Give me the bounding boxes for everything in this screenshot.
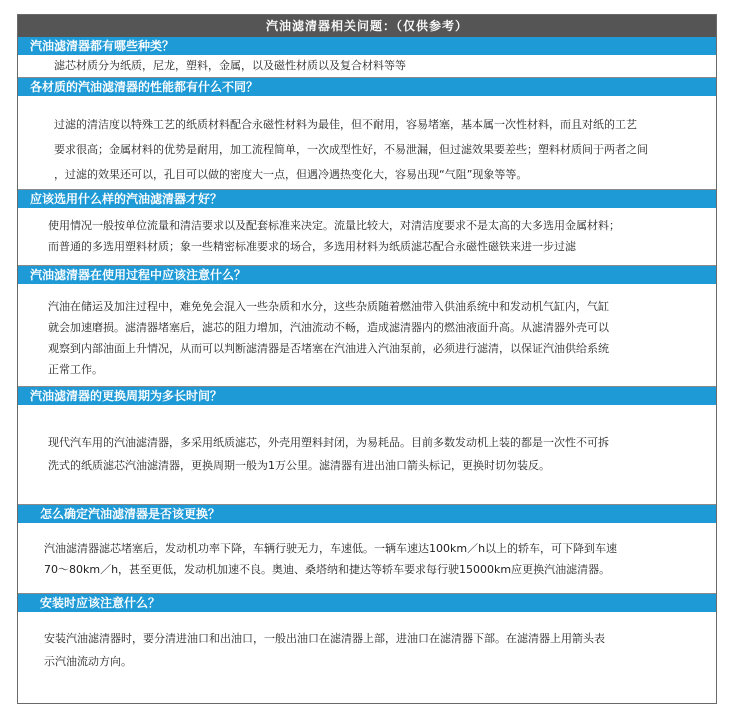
- answer-block: [18, 523, 716, 594]
- answer-block: [18, 55, 716, 78]
- answer-line: 安装汽油滤清器时，要分清进油口和出油口，一般出油口在滤清器上部，进油口在滤清器下部。在滤清器上用箭头表: [44, 632, 605, 645]
- question-header: 汽油滤清器都有哪些种类？: [18, 37, 716, 55]
- question-header: 汽油滤清器在使用过程中应该注意什么？: [18, 266, 716, 284]
- answer-line: 示汽油流动方向。: [44, 655, 132, 668]
- answer-line: 洗式的纸质滤芯汽油滤清器，更换周期一般为1万公里。滤清器有进出油口箭头标记，更换时切勿装反。: [48, 459, 550, 472]
- answer-block: [18, 284, 716, 387]
- answer-line: 正常工作。: [48, 363, 103, 376]
- answer-line: 现代汽车用的汽油滤清器，多采用纸质滤芯，外壳用塑料封闭，为易耗品。目前多数发动机上装的都是一次性不可拆: [48, 436, 609, 449]
- faq-table: [17, 14, 717, 704]
- question-header: 怎么确定汽油滤清器是否该更换？: [18, 505, 716, 523]
- answer-line: 要求很高；金属材料的优势是耐用，加工流程简单，一次成型性好，不易泄漏，但过滤效果要差些；塑料材质间于两者之间: [54, 143, 648, 156]
- answer-line: 而普通的多选用塑料材质；象一些精密标准要求的场合，多选用材料为纸质滤芯配合永磁性磁铁来进一步过滤: [48, 240, 576, 253]
- answer-line: 70～80km／h，甚至更低，发动机加速不良。奥迪、桑塔纳和捷达等轿车要求每行驶15000km应更换汽油滤清器。: [44, 563, 611, 576]
- question-header: 各材质的汽油滤清器的性能都有什么不同？: [18, 78, 716, 96]
- answer-block: [18, 612, 716, 676]
- answer-line: ，过滤的效果还可以，孔目可以做的密度大一点，但遇冷遇热变化大，容易出现“气阻”现象等等。: [54, 168, 528, 181]
- question-header: 汽油滤清器的更换周期为多长时间？: [18, 387, 716, 405]
- answer-line: 观察到内部油面上升情况，从而可以判断滤清器是否堵塞在汽油进入汽油泵前，必须进行滤清，以保证汽油供给系统: [48, 342, 609, 355]
- answer-line: 使用情况一般按单位流量和清洁要求以及配套标准来决定。流量比较大，对清洁度要求不是太高的大多选用金属材料；: [48, 219, 620, 232]
- answer-line: 汽油在储运及加注过程中，难免免会混入一些杂质和水分，这些杂质随着燃油带入供油系统中和发动机气缸内，气缸: [48, 300, 609, 313]
- answer-line: 滤芯材质分为纸质，尼龙，塑料，金属，以及磁性材质以及复合材料等等: [54, 59, 406, 72]
- table-title: 汽油滤清器相关问题：（仅供参考）: [18, 15, 716, 37]
- answer-block: [18, 208, 716, 266]
- answer-line: 汽油滤清器滤芯堵塞后，发动机功率下降，车辆行驶无力，车速低。一辆车速达100km／h以上的轿车，可下降到车速: [44, 542, 618, 555]
- answer-block: [18, 405, 716, 505]
- answer-line: 过滤的清洁度以特殊工艺的纸质材料配合永磁性材料为最佳，但不耐用，容易堵塞，基本属一次性材料，而且对纸的工艺: [54, 118, 637, 131]
- answer-block: [18, 96, 716, 190]
- question-header: 应该选用什么样的汽油滤清器才好？: [18, 190, 716, 208]
- answer-line: 就会加速磨损。滤清器堵塞后，滤芯的阻力增加，汽油流动不畅，造成滤清器内的燃油液面升高。从滤清器外壳可以: [48, 321, 609, 334]
- question-header: 安装时应该注意什么？: [18, 594, 716, 612]
